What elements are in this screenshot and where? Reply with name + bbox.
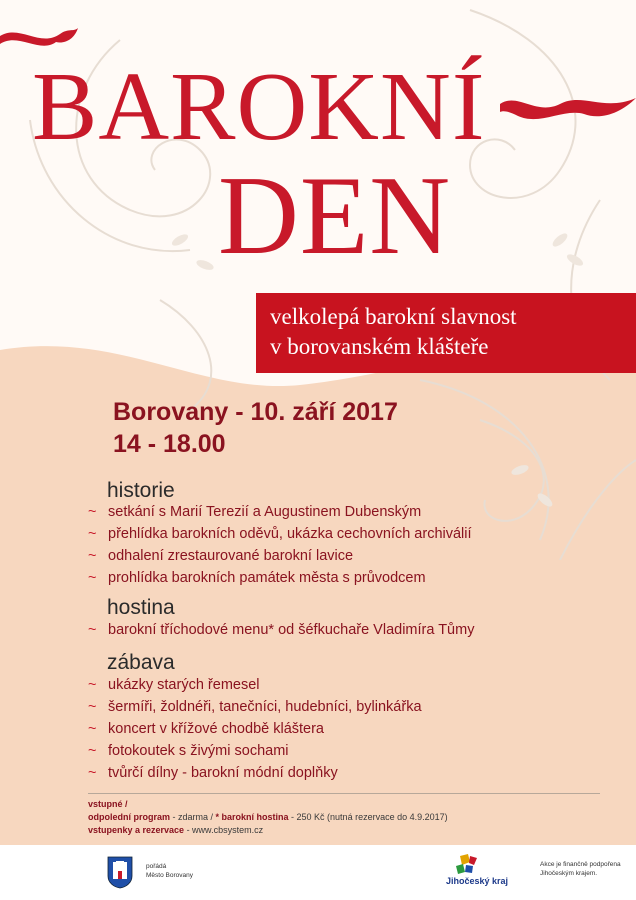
subtitle-line-2: v borovanském klášteře <box>270 334 489 359</box>
town-crest-icon <box>107 856 133 889</box>
tilde-bullet: ~ <box>88 622 97 638</box>
jihocesky-kraj-logo-icon <box>446 852 509 892</box>
ribbon-right <box>500 82 636 132</box>
list-item: ~ fotokoutek s živými sochami <box>88 740 422 762</box>
tilde-bullet: ~ <box>88 743 97 759</box>
list-item: ~ barokní tříchodové menu* od šéfkuchaře Vladimíra Tůmy <box>88 619 474 641</box>
list-item: ~ koncert v křížové chodbě kláštera <box>88 718 422 740</box>
tilde-bullet: ~ <box>88 699 97 715</box>
list-item: ~ šermíři, žoldnéři, tanečníci, hudebníci, bylinkářka <box>88 696 422 718</box>
tilde-bullet: ~ <box>88 526 97 542</box>
title-line-2: DEN <box>218 154 452 278</box>
subtitle-line-1: velkolepá barokní slavnost <box>270 304 517 329</box>
list-item: ~ tvůrčí dílny - barokní módní doplňky <box>88 762 422 784</box>
event-time: 14 - 18.00 <box>113 430 226 458</box>
list-item: ~ setkání s Marií Terezií a Augustinem Dubenským <box>88 501 472 523</box>
tilde-bullet: ~ <box>88 721 97 737</box>
footer-rezervace: vstupenky a rezervace - www.cbsystem.cz <box>88 825 264 835</box>
support-text: Akce je finančně podpořena Jihočeským krajem. <box>540 861 621 877</box>
list-zabava <box>88 674 422 784</box>
list-item: ~ prohlídka barokních památek města s průvodcem <box>88 567 472 589</box>
event-date: Borovany - 10. září 2017 <box>113 398 398 426</box>
list-hostina <box>88 619 474 641</box>
list-historie <box>88 501 472 589</box>
title-line-1: BAROKNÍ <box>32 53 486 161</box>
tilde-bullet: ~ <box>88 504 97 520</box>
section-title-hostina: hostina <box>107 596 175 619</box>
jihocesky-kraj-label: Jihočeský kraj <box>446 876 509 886</box>
footer-vstupne: vstupné / <box>88 799 128 809</box>
divider <box>88 793 600 794</box>
tilde-bullet: ~ <box>88 548 97 564</box>
list-item: ~ přehlídka barokních oděvů, ukázka cechovních archiválií <box>88 523 472 545</box>
organizer-text: pořádá Město Borovany <box>146 863 193 879</box>
section-title-zabava: zábava <box>107 651 175 674</box>
tilde-bullet: ~ <box>88 765 97 781</box>
tilde-bullet: ~ <box>88 677 97 693</box>
footer-program: odpolední program - zdarma / * barokní hostina - 250 Kč (nutná rezervace do 4.9.2017) <box>88 812 448 822</box>
ribbon-left <box>0 18 80 58</box>
list-item: ~ odhalení zrestaurované barokní lavice <box>88 545 472 567</box>
subtitle-band <box>256 293 636 373</box>
list-item: ~ ukázky starých řemesel <box>88 674 422 696</box>
tilde-bullet: ~ <box>88 570 97 586</box>
section-title-historie: historie <box>107 479 175 502</box>
